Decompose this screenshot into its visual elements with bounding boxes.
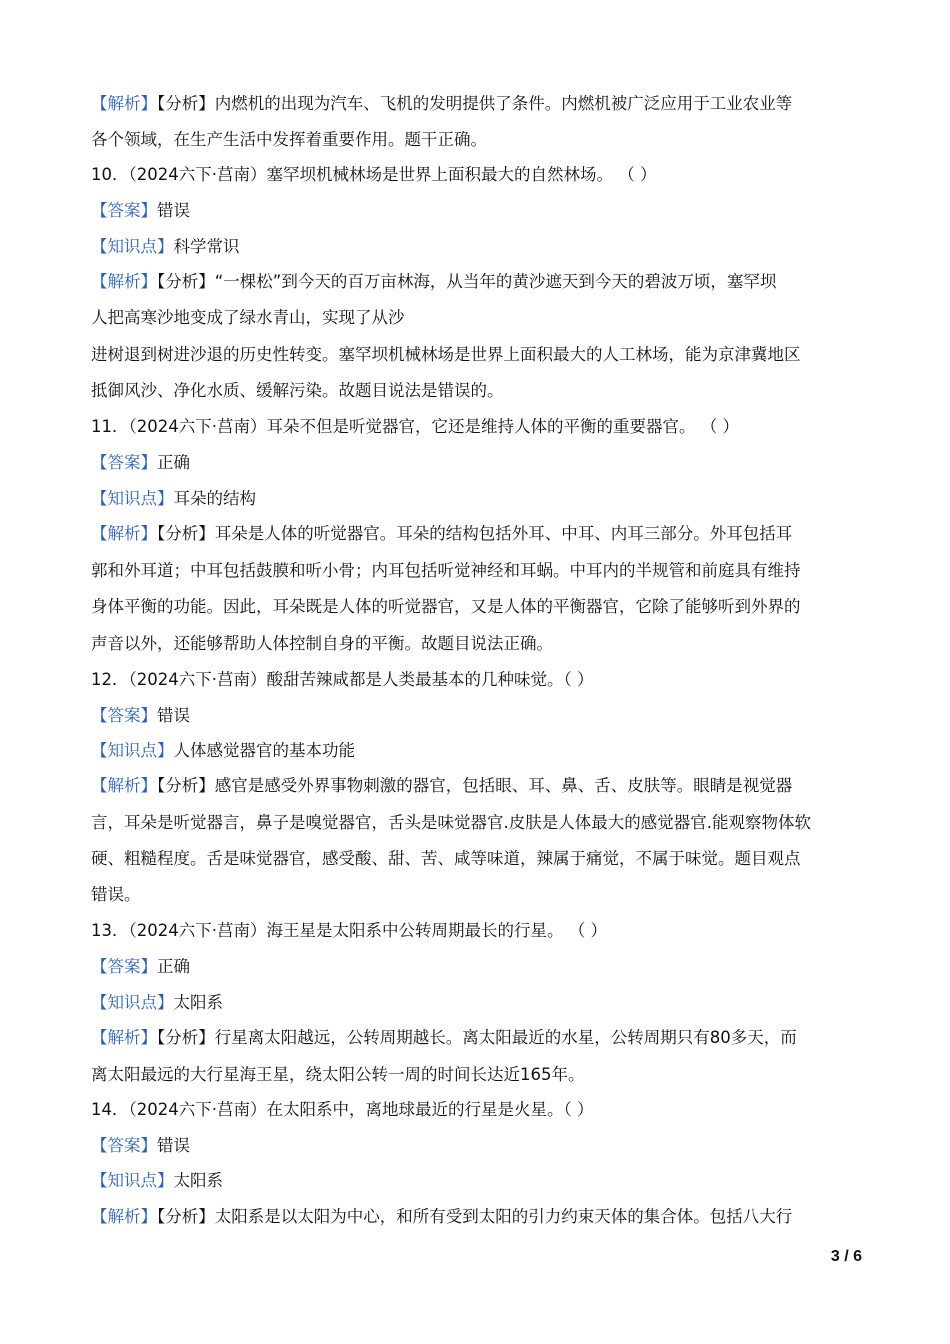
text-line: 身体平衡的功能。因此，耳朵既是人体的听觉器官，又是人体的平衡器官，它除了能够听到外界的 — [91, 597, 801, 616]
knowledge-line: 【知识点】太阳系 — [91, 993, 223, 1012]
answer-value: 正确 — [157, 453, 190, 472]
text-line: 人把高寒沙地变成了绿水青山，实现了从沙 — [91, 308, 405, 327]
text-line: 进树退到树进沙退的历史性转变。塞罕坝机械林场是世界上面积最大的人工林场，能为京津冀地区 — [91, 345, 801, 364]
answer-value: 错误 — [157, 1136, 190, 1155]
page-number: 3 / 6 — [830, 1248, 862, 1265]
question-12: 12．（2024六下·莒南）酸甜苦辣咸都是人类最基本的几种味觉。（ ） — [91, 670, 594, 689]
answer-line: 【答案】错误 — [91, 1136, 190, 1155]
knowledge-label: 知识点 — [107, 237, 157, 256]
question-11: 11．（2024六下·莒南）耳朵不但是听觉器官，它还是维持人体的平衡的重要器官。 （ ） — [91, 417, 739, 436]
knowledge-label: 知识点 — [107, 489, 157, 508]
analysis-label: 解析 — [107, 94, 141, 113]
text-line: 错误。 — [91, 885, 141, 904]
answer-label: 答案 — [107, 1136, 141, 1155]
fenxi-label: 【分析】 — [157, 272, 215, 291]
answer-line: 【答案】正确 — [91, 957, 190, 976]
knowledge-value: 科学常识 — [173, 237, 240, 256]
answer-line: 【答案】错误 — [91, 706, 190, 725]
text-line: 离太阳最远的大行星海王星，绕太阳公转一周的时间长达近165年。 — [91, 1065, 585, 1084]
answer-label: 答案 — [107, 706, 141, 725]
knowledge-line: 【知识点】人体感觉器官的基本功能 — [91, 741, 355, 760]
text-line: 抵御风沙、净化水质、缓解污染。故题目说法是错误的。 — [91, 381, 504, 400]
analysis-label: 解析 — [107, 1028, 141, 1047]
analysis-line: 【解析】【分析】太阳系是以太阳为中心，和所有受到太阳的引力约束天体的集合体。包括八大行 — [91, 1207, 793, 1226]
answer-label: 答案 — [107, 453, 141, 472]
question-14: 14．（2024六下·莒南）在太阳系中，离地球最近的行星是火星。（ ） — [91, 1100, 594, 1119]
knowledge-line: 【知识点】耳朵的结构 — [91, 489, 256, 508]
analysis-label: 解析 — [107, 272, 141, 291]
text-line: 各个领域，在生产生活中发挥着重要作用。题干正确。 — [91, 130, 487, 149]
analysis-line: 【解析】【分析】耳朵是人体的听觉器官。耳朵的结构包括外耳、中耳、内耳三部分。外耳包括耳 — [91, 524, 793, 543]
question-10: 10．（2024六下·莒南）塞罕坝机械林场是世界上面积最大的自然林场。 （ ） — [91, 165, 657, 184]
knowledge-label: 知识点 — [107, 993, 157, 1012]
answer-line: 【答案】正确 — [91, 453, 190, 472]
answer-value: 正确 — [157, 957, 190, 976]
knowledge-label: 知识点 — [107, 1171, 157, 1190]
analysis-line: 【解析】【分析】感官是感受外界事物刺激的器官，包括眼、耳、鼻、舌、皮肤等。眼睛是视觉器 — [91, 776, 793, 795]
answer-label: 答案 — [107, 201, 141, 220]
answer-value: 错误 — [157, 201, 190, 220]
text-line: 声音以外，还能够帮助人体控制自身的平衡。故题目说法正确。 — [91, 634, 553, 653]
text-line: 郭和外耳道；中耳包括鼓膜和听小骨；内耳包括听觉神经和耳蜗。中耳内的半规管和前庭具有维持 — [91, 561, 801, 580]
fenxi-label: 【分析】 — [157, 524, 215, 543]
answer-line: 【答案】错误 — [91, 201, 190, 220]
fenxi-label: 【分析】 — [157, 1207, 215, 1226]
knowledge-value: 耳朵的结构 — [173, 489, 256, 508]
knowledge-value: 太阳系 — [173, 1171, 223, 1190]
knowledge-label: 知识点 — [107, 741, 157, 760]
knowledge-line: 【知识点】太阳系 — [91, 1171, 223, 1190]
analysis-label: 解析 — [107, 524, 141, 543]
answer-value: 错误 — [157, 706, 190, 725]
fenxi-label: 【分析】 — [157, 776, 215, 795]
analysis-line: 【解析】【分析】内燃机的出现为汽车、飞机的发明提供了条件。内燃机被广泛应用于工业农业等 — [91, 94, 793, 113]
answer-label: 答案 — [107, 957, 141, 976]
analysis-label: 解析 — [107, 776, 141, 795]
fenxi-label: 【分析】 — [157, 1028, 215, 1047]
analysis-line: 【解析】【分析】行星离太阳越远，公转周期越长。离太阳最近的水星，公转周期只有80多天，而 — [91, 1028, 797, 1047]
text-line: 言，耳朵是听觉器言，鼻子是嗅觉器官，舌头是味觉器官.皮肤是人体最大的感觉器官.能观察物体软 — [91, 813, 811, 832]
knowledge-value: 人体感觉器官的基本功能 — [173, 741, 355, 760]
analysis-line: 【解析】【分析】“一棵松”到今天的百万亩林海，从当年的黄沙遮天到今天的碧波万顷，塞罕坝 — [91, 272, 777, 291]
knowledge-line: 【知识点】科学常识 — [91, 237, 240, 256]
text-line: 硬、粗糙程度。舌是味觉器官，感受酸、甜、苦、咸等味道，辣属于痛觉，不属于味觉。题目观点 — [91, 849, 801, 868]
question-13: 13．（2024六下·莒南）海王星是太阳系中公转周期最长的行星。 （ ） — [91, 921, 607, 940]
fenxi-label: 【分析】 — [157, 94, 215, 113]
knowledge-value: 太阳系 — [173, 993, 223, 1012]
analysis-label: 解析 — [107, 1207, 141, 1226]
